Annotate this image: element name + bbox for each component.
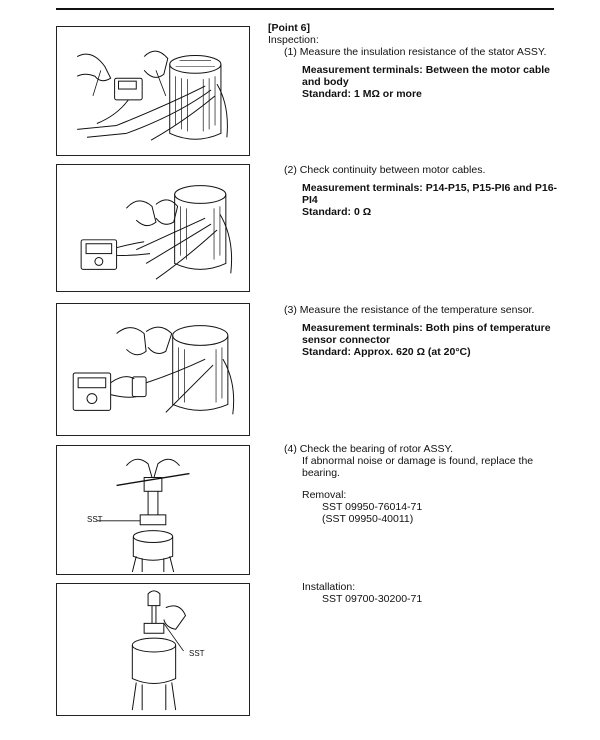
point-heading: [Point 6] Inspection:	[268, 22, 319, 46]
item-4: (4) Check the bearing of rotor ASSY. If abnormal noise or damage is found, replace the bearing. Removal: SST 09950-76014-71 (SST 09950-40011)	[284, 443, 559, 525]
figure-continuity-test	[56, 164, 250, 292]
top-rule	[56, 8, 554, 10]
removal-label: Removal:	[302, 489, 347, 501]
figure-temperature-sensor-test	[56, 303, 250, 436]
installation-label: Installation:	[302, 581, 356, 593]
sst-callout-installation: SST	[189, 649, 205, 658]
installation-sst: SST 09700-30200-71	[322, 593, 423, 605]
item-4-note: If abnormal noise or damage is found, replace the bearing.	[302, 455, 534, 479]
figure-bearing-removal	[56, 445, 250, 575]
installation-block	[302, 581, 557, 605]
figure-insulation-test	[56, 26, 250, 156]
sst-callout-removal: SST	[87, 515, 103, 524]
item-1: (1) Measure the insulation resistance of the stator ASSY. Measurement terminals: Between the motor cable and body Standard: 1 MΩ or more	[284, 46, 550, 100]
removal-sst-alt: (SST 09950-40011)	[322, 513, 414, 525]
figure-bearing-installation	[56, 583, 250, 716]
item-3: (3) Measure the resistance of the temperature sensor. Measurement terminals: Both pins of temperature sensor connector Standard: Approx. 620 Ω (at 20°C)	[284, 304, 551, 358]
item-2: (2) Check continuity between motor cables. Measurement terminals: P14-P15, P15-PI6 and P16-PI4 Standard: 0 Ω	[284, 164, 558, 218]
removal-sst: SST 09950-76014-71	[322, 501, 423, 513]
